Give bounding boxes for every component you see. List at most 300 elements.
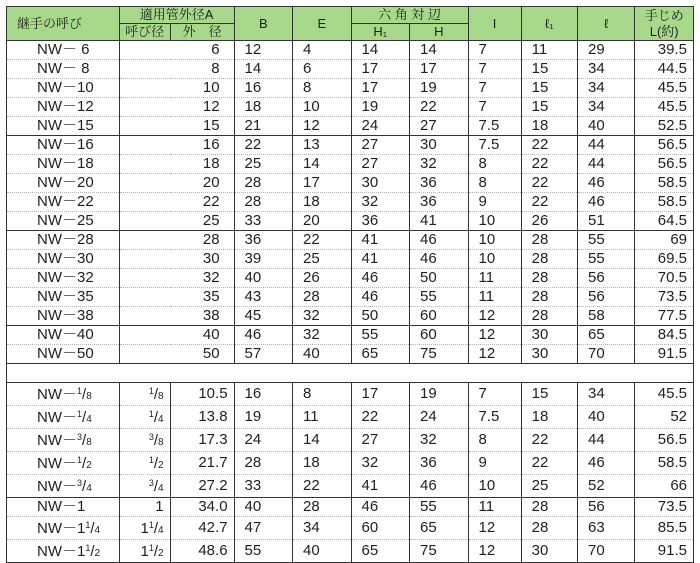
b-cell: 12 xyxy=(234,41,293,60)
length-cell: 39.5 xyxy=(635,41,694,60)
b-cell: 39 xyxy=(234,250,293,269)
l-cell: 65 xyxy=(577,326,634,345)
l-cell: 51 xyxy=(577,212,634,231)
header-len-line1: 手じめ xyxy=(644,7,684,23)
outer-diameter-cell: 28 xyxy=(119,231,234,250)
table-row xyxy=(7,326,694,345)
l1-cell: 28 xyxy=(521,288,577,307)
fitting-size-denominator: 4 xyxy=(86,483,92,494)
e-cell: 17 xyxy=(293,174,352,193)
header-hex-across-flats: 六 角 対 辺 xyxy=(351,7,468,24)
l-cell: 34 xyxy=(577,98,634,117)
nominal-size-slash: / xyxy=(153,409,159,426)
fitting-name-cell: NW－50 xyxy=(7,345,120,364)
outer-diameter-cell: 13.8 xyxy=(170,406,234,429)
l1-cell: 18 xyxy=(521,406,577,429)
fitting-size-numerator: 1 xyxy=(77,455,83,465)
fitting-size-numerator: 3 xyxy=(77,432,83,442)
b-cell: 40 xyxy=(234,269,293,288)
h-cell: 50 xyxy=(410,269,469,288)
table-row xyxy=(7,136,694,155)
outer-diameter-cell: 10 xyxy=(119,79,234,98)
b-cell: 36 xyxy=(234,231,293,250)
l1-cell: 15 xyxy=(521,60,577,79)
h1-cell: 41 xyxy=(351,475,410,498)
header-l: ℓ xyxy=(577,7,634,41)
nominal-size-cell xyxy=(119,540,170,563)
fitting-size-denominator: 4 xyxy=(86,414,92,425)
nominal-size-numerator: 1 xyxy=(148,409,154,419)
length-cell: 69.5 xyxy=(635,250,694,269)
fitting-name-cell: NW－ 6 xyxy=(7,41,120,60)
nominal-size-numerator: 3 xyxy=(148,478,154,488)
table-row xyxy=(7,212,694,231)
length-cell: 77.5 xyxy=(635,307,694,326)
b-cell: 57 xyxy=(234,345,293,364)
nominal-size-cell xyxy=(119,517,170,540)
fitting-name-cell xyxy=(7,383,120,406)
b-cell: 45 xyxy=(234,307,293,326)
fitting-size-denominator: 4 xyxy=(94,525,101,536)
h-cell: 65 xyxy=(410,517,469,540)
outer-diameter-cell: 35 xyxy=(119,288,234,307)
b-cell: 16 xyxy=(234,383,293,406)
b-cell: 28 xyxy=(234,193,293,212)
table-row xyxy=(7,540,694,563)
i-cell: 7.5 xyxy=(468,136,521,155)
fitting-size xyxy=(77,520,100,537)
table-row xyxy=(7,98,694,117)
e-cell: 26 xyxy=(293,269,352,288)
h1-cell: 65 xyxy=(351,540,410,563)
table-row xyxy=(7,307,694,326)
header-b: B xyxy=(234,7,293,41)
i-cell: 7 xyxy=(468,383,521,406)
fitting-name-cell: NW－18 xyxy=(7,155,120,174)
nominal-size-numerator: 1 xyxy=(148,455,154,465)
metric-rows xyxy=(7,41,694,364)
nominal-size-numerator: 1 xyxy=(148,543,154,553)
fitting-size-denominator: 2 xyxy=(94,548,101,559)
e-cell: 32 xyxy=(293,307,352,326)
fitting-dimension-table xyxy=(6,6,694,563)
h-cell: 75 xyxy=(410,540,469,563)
table-row xyxy=(7,429,694,452)
table-row xyxy=(7,193,694,212)
fitting-name-cell: NW－28 xyxy=(7,231,120,250)
outer-diameter-cell: 15 xyxy=(119,117,234,136)
table-row xyxy=(7,174,694,193)
fitting-size-slash: / xyxy=(82,432,87,449)
l-cell: 44 xyxy=(577,429,634,452)
fitting-name-cell: NW－16 xyxy=(7,136,120,155)
b-cell: 28 xyxy=(234,174,293,193)
i-cell: 7.5 xyxy=(468,406,521,429)
l-cell: 44 xyxy=(577,136,634,155)
nominal-size xyxy=(155,498,163,515)
h-cell: 17 xyxy=(410,60,469,79)
fitting-size-numerator: 1 xyxy=(77,409,83,419)
fitting-name-prefix: NW－ xyxy=(37,386,77,403)
l-cell: 70 xyxy=(577,345,634,364)
nominal-size-denominator: 4 xyxy=(158,483,164,494)
nominal-size-cell xyxy=(119,475,170,498)
fitting-size-numerator: 3 xyxy=(77,478,83,488)
e-cell: 4 xyxy=(293,41,352,60)
outer-diameter-cell: 30 xyxy=(119,250,234,269)
h1-cell: 22 xyxy=(351,406,410,429)
fitting-size-denominator: 8 xyxy=(86,437,92,448)
h1-cell: 60 xyxy=(351,517,410,540)
fitting-name-cell: NW－40 xyxy=(7,326,120,345)
l-cell: 55 xyxy=(577,231,634,250)
e-cell: 32 xyxy=(293,326,352,345)
h-cell: 24 xyxy=(410,406,469,429)
l-cell: 34 xyxy=(577,60,634,79)
i-cell: 11 xyxy=(468,498,521,517)
h-cell: 30 xyxy=(410,136,469,155)
outer-diameter-cell: 27.2 xyxy=(170,475,234,498)
length-cell: 66 xyxy=(635,475,694,498)
b-cell: 33 xyxy=(234,212,293,231)
l1-cell: 30 xyxy=(521,540,577,563)
l1-cell: 25 xyxy=(521,475,577,498)
outer-diameter-cell: 50 xyxy=(119,345,234,364)
nominal-size-cell xyxy=(119,383,170,406)
h1-cell: 32 xyxy=(351,452,410,475)
fitting-size-numerator: 1 xyxy=(77,386,83,396)
nominal-size-denominator: 2 xyxy=(158,548,164,559)
h1-cell: 27 xyxy=(351,429,410,452)
fitting-name-cell: NW－30 xyxy=(7,250,120,269)
table-row xyxy=(7,117,694,136)
l1-cell: 22 xyxy=(521,155,577,174)
nominal-size-cell xyxy=(119,406,170,429)
h-cell: 41 xyxy=(410,212,469,231)
header-e: E xyxy=(293,7,352,41)
nominal-size-whole: 1 xyxy=(155,498,164,515)
outer-diameter-cell: 10.5 xyxy=(170,383,234,406)
fitting-size-numerator: 1 xyxy=(85,543,91,553)
length-cell: 56.5 xyxy=(635,429,694,452)
l1-cell: 28 xyxy=(521,517,577,540)
outer-diameter-cell: 22 xyxy=(119,193,234,212)
length-cell: 91.5 xyxy=(635,540,694,563)
fitting-size xyxy=(77,478,92,495)
i-cell: 12 xyxy=(468,540,521,563)
l-cell: 52 xyxy=(577,475,634,498)
i-cell: 7.5 xyxy=(468,117,521,136)
i-cell: 12 xyxy=(468,326,521,345)
fitting-size-whole: 1 xyxy=(77,520,86,537)
table-row xyxy=(7,269,694,288)
fitting-name-prefix: NW－ xyxy=(37,432,77,449)
length-cell: 91.5 xyxy=(635,345,694,364)
outer-diameter-cell: 32 xyxy=(119,269,234,288)
length-cell: 69 xyxy=(635,231,694,250)
i-cell: 9 xyxy=(468,193,521,212)
e-cell: 12 xyxy=(293,117,352,136)
nominal-size xyxy=(149,386,164,403)
l-cell: 44 xyxy=(577,155,634,174)
fitting-size-denominator: 2 xyxy=(86,460,92,471)
h1-cell: 30 xyxy=(351,174,410,193)
e-cell: 8 xyxy=(293,383,352,406)
fitting-size-slash: / xyxy=(82,478,87,495)
length-cell: 45.5 xyxy=(635,383,694,406)
length-cell: 56.5 xyxy=(635,155,694,174)
nominal-size-whole: 1 xyxy=(140,520,149,537)
l-cell: 34 xyxy=(577,79,634,98)
fitting-name-cell: NW－22 xyxy=(7,193,120,212)
outer-diameter-cell: 21.7 xyxy=(170,452,234,475)
fitting-name-cell xyxy=(7,517,120,540)
outer-diameter-cell: 48.6 xyxy=(170,540,234,563)
nominal-size xyxy=(141,520,164,537)
fitting-name-prefix: NW－ xyxy=(37,498,77,515)
header-fitting-name: 継手の呼び xyxy=(7,7,120,41)
nominal-size-slash: / xyxy=(153,432,159,449)
l-cell: 46 xyxy=(577,174,634,193)
e-cell: 11 xyxy=(293,406,352,429)
h1-cell: 50 xyxy=(351,307,410,326)
h1-cell: 36 xyxy=(351,212,410,231)
l1-cell: 28 xyxy=(521,307,577,326)
outer-diameter-cell: 40 xyxy=(119,326,234,345)
length-cell: 64.5 xyxy=(635,212,694,231)
l-cell: 56 xyxy=(577,498,634,517)
nominal-size-slash: / xyxy=(153,386,159,403)
h1-cell: 46 xyxy=(351,269,410,288)
i-cell: 8 xyxy=(468,429,521,452)
i-cell: 11 xyxy=(468,288,521,307)
fitting-size-whole: 1 xyxy=(77,543,86,560)
fitting-name-cell xyxy=(7,475,120,498)
outer-diameter-cell: 42.7 xyxy=(170,517,234,540)
i-cell: 7 xyxy=(468,41,521,60)
header-l1: ℓ₁ xyxy=(521,7,577,41)
e-cell: 34 xyxy=(293,517,352,540)
table-row xyxy=(7,231,694,250)
fitting-name-cell: NW－25 xyxy=(7,212,120,231)
fitting-name-cell xyxy=(7,540,120,563)
h1-cell: 27 xyxy=(351,136,410,155)
table-row xyxy=(7,79,694,98)
header-applicable-od: 適用管外径A xyxy=(119,7,234,24)
fitting-name-cell: NW－ 8 xyxy=(7,60,120,79)
fitting-name-cell: NW－32 xyxy=(7,269,120,288)
b-cell: 19 xyxy=(234,406,293,429)
l1-cell: 15 xyxy=(521,79,577,98)
outer-diameter-cell: 6 xyxy=(119,41,234,60)
fitting-size xyxy=(77,386,92,403)
e-cell: 18 xyxy=(293,452,352,475)
e-cell: 18 xyxy=(293,193,352,212)
h1-cell: 41 xyxy=(351,250,410,269)
l1-cell: 22 xyxy=(521,136,577,155)
h1-cell: 46 xyxy=(351,288,410,307)
nominal-size xyxy=(149,455,164,472)
l-cell: 46 xyxy=(577,193,634,212)
fitting-name-cell xyxy=(7,452,120,475)
i-cell: 11 xyxy=(468,269,521,288)
h-cell: 75 xyxy=(410,345,469,364)
e-cell: 6 xyxy=(293,60,352,79)
nominal-size-denominator: 2 xyxy=(158,460,164,471)
h-cell: 32 xyxy=(410,429,469,452)
fitting-name-prefix: NW－ xyxy=(37,478,77,495)
fitting-size xyxy=(77,498,85,515)
fitting-size-slash: / xyxy=(90,543,95,560)
b-cell: 16 xyxy=(234,79,293,98)
fitting-name-cell: NW－15 xyxy=(7,117,120,136)
i-cell: 10 xyxy=(468,212,521,231)
fitting-size-denominator: 8 xyxy=(86,391,92,402)
outer-diameter-cell: 16 xyxy=(119,136,234,155)
length-cell: 85.5 xyxy=(635,517,694,540)
header-h1: H₁ xyxy=(351,24,410,41)
fitting-name-prefix: NW－ xyxy=(37,543,77,560)
e-cell: 13 xyxy=(293,136,352,155)
l1-cell: 28 xyxy=(521,250,577,269)
nominal-size-cell xyxy=(119,452,170,475)
fitting-size-slash: / xyxy=(90,520,95,537)
outer-diameter-cell: 12 xyxy=(119,98,234,117)
table-row xyxy=(7,475,694,498)
h-cell: 36 xyxy=(410,193,469,212)
nominal-size-whole: 1 xyxy=(140,543,149,560)
table-header xyxy=(7,7,694,41)
fitting-size xyxy=(77,432,92,449)
inch-rows xyxy=(7,383,694,563)
nominal-size-denominator: 8 xyxy=(158,437,164,448)
i-cell: 7 xyxy=(468,79,521,98)
outer-diameter-cell: 18 xyxy=(119,155,234,174)
fitting-size-slash: / xyxy=(82,409,87,426)
table-row xyxy=(7,41,694,60)
gap-row xyxy=(7,364,694,383)
l1-cell: 18 xyxy=(521,117,577,136)
spec-table-container xyxy=(6,6,694,563)
outer-diameter-cell: 8 xyxy=(119,60,234,79)
e-cell: 28 xyxy=(293,288,352,307)
fitting-name-prefix: NW－ xyxy=(37,409,77,426)
h-cell: 19 xyxy=(410,383,469,406)
e-cell: 8 xyxy=(293,79,352,98)
fitting-name-cell: NW－10 xyxy=(7,79,120,98)
nominal-size-denominator: 4 xyxy=(158,525,164,536)
nominal-size xyxy=(149,409,164,426)
fitting-size-whole: 1 xyxy=(77,498,86,515)
e-cell: 22 xyxy=(293,231,352,250)
nominal-size-numerator: 1 xyxy=(148,520,154,530)
fitting-size-numerator: 1 xyxy=(85,520,91,530)
h1-cell: 46 xyxy=(351,498,410,517)
l-cell: 56 xyxy=(577,269,634,288)
h1-cell: 24 xyxy=(351,117,410,136)
h-cell: 55 xyxy=(410,498,469,517)
b-cell: 33 xyxy=(234,475,293,498)
h-cell: 19 xyxy=(410,79,469,98)
h-cell: 46 xyxy=(410,475,469,498)
e-cell: 22 xyxy=(293,475,352,498)
header-hand-tight-length xyxy=(635,7,694,41)
table-row xyxy=(7,498,694,517)
fitting-name-cell xyxy=(7,406,120,429)
e-cell: 40 xyxy=(293,345,352,364)
h1-cell: 27 xyxy=(351,155,410,174)
e-cell: 28 xyxy=(293,498,352,517)
table-row xyxy=(7,406,694,429)
h-cell: 27 xyxy=(410,117,469,136)
l-cell: 56 xyxy=(577,288,634,307)
h1-cell: 32 xyxy=(351,193,410,212)
fitting-name-cell xyxy=(7,498,120,517)
table-row xyxy=(7,60,694,79)
outer-diameter-cell: 34.0 xyxy=(170,498,234,517)
l1-cell: 22 xyxy=(521,429,577,452)
l-cell: 55 xyxy=(577,250,634,269)
b-cell: 25 xyxy=(234,155,293,174)
length-cell: 56.5 xyxy=(635,136,694,155)
i-cell: 10 xyxy=(468,475,521,498)
table-row xyxy=(7,250,694,269)
fitting-size xyxy=(77,409,92,426)
l1-cell: 22 xyxy=(521,174,577,193)
header-nominal-size: 呼び径 xyxy=(119,24,170,41)
e-cell: 40 xyxy=(293,540,352,563)
header-h: H xyxy=(410,24,469,41)
length-cell: 73.5 xyxy=(635,288,694,307)
fitting-size xyxy=(77,455,92,472)
table-row xyxy=(7,517,694,540)
i-cell: 10 xyxy=(468,250,521,269)
fitting-size-slash: / xyxy=(82,386,87,403)
h1-cell: 55 xyxy=(351,326,410,345)
length-cell: 44.5 xyxy=(635,60,694,79)
h1-cell: 17 xyxy=(351,383,410,406)
nominal-size-slash: / xyxy=(153,520,159,537)
nominal-size-slash: / xyxy=(153,543,159,560)
b-cell: 18 xyxy=(234,98,293,117)
h-cell: 36 xyxy=(410,452,469,475)
header-i: I xyxy=(468,7,521,41)
outer-diameter-cell: 17.3 xyxy=(170,429,234,452)
table-row xyxy=(7,383,694,406)
h-cell: 22 xyxy=(410,98,469,117)
nominal-size-slash: / xyxy=(153,478,159,495)
section-gap xyxy=(7,364,694,383)
length-cell: 52.5 xyxy=(635,117,694,136)
l1-cell: 15 xyxy=(521,98,577,117)
fitting-size xyxy=(77,543,100,560)
nominal-size-slash: / xyxy=(153,455,159,472)
outer-diameter-cell: 25 xyxy=(119,212,234,231)
fitting-name-prefix: NW－ xyxy=(37,455,77,472)
i-cell: 8 xyxy=(468,155,521,174)
b-cell: 43 xyxy=(234,288,293,307)
length-cell: 58.5 xyxy=(635,193,694,212)
b-cell: 46 xyxy=(234,326,293,345)
l-cell: 46 xyxy=(577,452,634,475)
b-cell: 21 xyxy=(234,117,293,136)
nominal-size xyxy=(141,543,164,560)
length-cell: 45.5 xyxy=(635,79,694,98)
b-cell: 24 xyxy=(234,429,293,452)
table-row xyxy=(7,288,694,307)
h-cell: 55 xyxy=(410,288,469,307)
h-cell: 36 xyxy=(410,174,469,193)
